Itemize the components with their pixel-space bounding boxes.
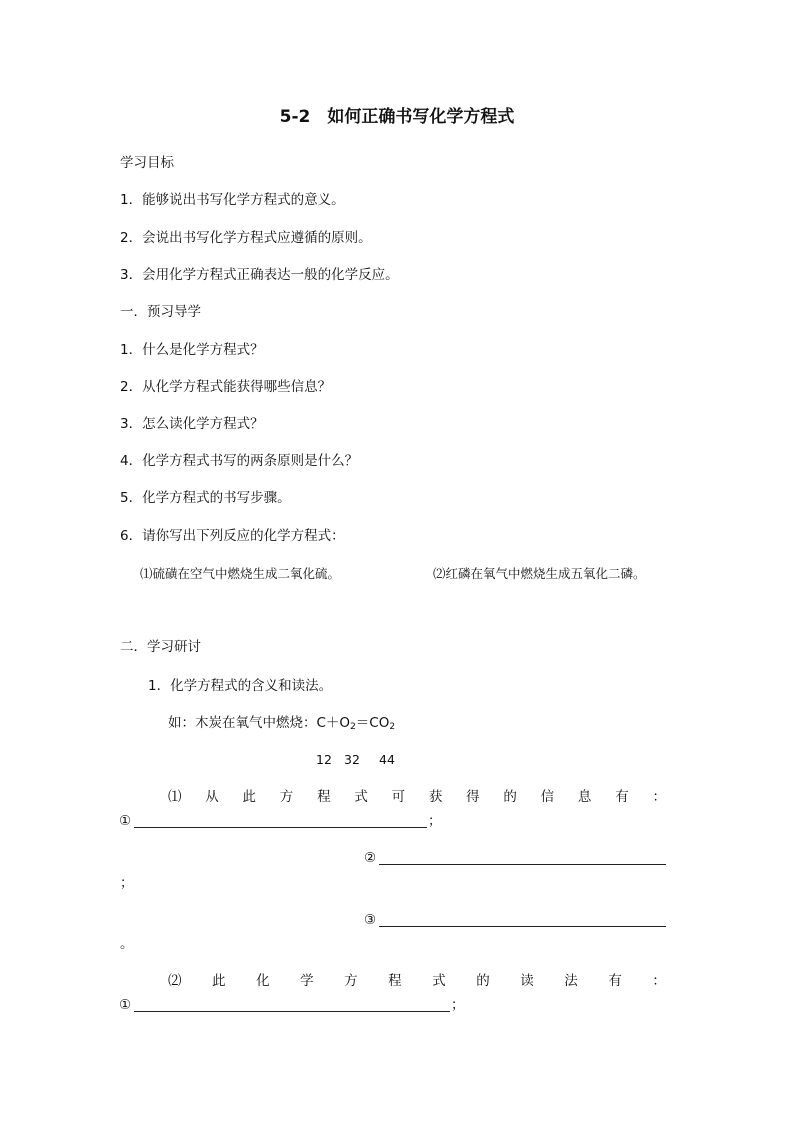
objective-item: 3．会用化学方程式正确表达一般的化学反应。: [120, 267, 399, 283]
preview-item: 1．什么是化学方程式？: [120, 342, 264, 358]
preview-item: 6．请你写出下列反应的化学方程式：: [120, 528, 345, 544]
equation-subscript: 2: [350, 722, 356, 732]
answer-blank-2[interactable]: [379, 864, 666, 865]
preview-heading: 一．预习导学: [120, 304, 201, 320]
answer-marker-2: ②: [364, 850, 377, 866]
equation-mid: ＝CO: [355, 715, 390, 731]
prompt-char: 有: [615, 789, 629, 805]
preview-item: 2．从化学方程式能获得哪些信息？: [120, 379, 332, 395]
prompt-char: 式: [432, 973, 446, 989]
prompt-char: 得: [466, 789, 480, 805]
equation-subscript: 2: [389, 722, 396, 732]
prompt-char: ⑵: [168, 973, 182, 989]
equation-prefix: 如：木炭在氧气中燃烧：C＋O: [168, 715, 351, 731]
prompt-char: 法: [564, 973, 578, 989]
prompt-char: 从: [205, 789, 219, 805]
equation-example: [168, 714, 395, 732]
prompt-char: 获: [428, 789, 443, 805]
period: 。: [120, 936, 134, 952]
mass-44: 44: [379, 752, 395, 767]
reaction-prompt-phosphorus: ⑵红磷在氧气中燃烧生成五氧化二磷。: [433, 566, 646, 581]
prompt-char: 此: [212, 973, 226, 989]
question-reading-prompt: [168, 972, 666, 990]
objective-item: 2．会说出书写化学方程式应遵循的原则。: [120, 230, 372, 246]
mass-32: 32: [344, 752, 360, 767]
preview-item: 5．化学方程式的书写步骤。: [120, 490, 291, 506]
question-info-prompt: [168, 788, 666, 806]
prompt-char: 可: [391, 789, 406, 805]
prompt-char: 学: [300, 973, 314, 989]
prompt-char: 方: [344, 973, 358, 989]
mass-12: 12: [316, 752, 332, 767]
study-item-1: 1．化学方程式的含义和读法。: [148, 678, 333, 694]
prompt-char: ：: [652, 973, 666, 989]
prompt-char: 方: [279, 789, 294, 805]
page-title: 5-2 如何正确书写化学方程式: [279, 107, 515, 127]
semicolon: ；: [428, 813, 442, 829]
answer-blank-reading-1[interactable]: [134, 1011, 450, 1012]
prompt-char: 此: [242, 789, 257, 805]
prompt-char: 息: [577, 789, 592, 805]
prompt-char: ⑴: [168, 789, 182, 805]
study-heading: 二．学习研讨: [120, 639, 201, 655]
answer-marker-1: ①: [119, 997, 132, 1013]
prompt-char: 的: [476, 973, 490, 989]
answer-blank-3[interactable]: [379, 926, 666, 927]
objective-item: 1．能够说出书写化学方程式的意义。: [120, 192, 345, 208]
reaction-prompt-sulfur: ⑴硫磺在空气中燃烧生成二氧化硫。: [140, 566, 341, 581]
prompt-char: ：: [652, 789, 666, 805]
semicolon: ；: [120, 875, 134, 891]
prompt-char: 程: [388, 973, 402, 989]
prompt-char: 的: [503, 789, 517, 805]
prompt-char: 信: [540, 789, 555, 805]
preview-item: 3．怎么读化学方程式？: [120, 416, 264, 432]
answer-marker-3: ③: [364, 912, 377, 928]
prompt-char: 化: [256, 973, 270, 989]
prompt-char: 有: [608, 973, 622, 989]
answer-blank-1[interactable]: [134, 827, 427, 828]
prompt-char: 程: [317, 789, 331, 805]
semicolon: ；: [451, 997, 465, 1013]
prompt-char: 式: [354, 789, 368, 805]
prompt-char: 读: [520, 973, 534, 989]
answer-marker-1: ①: [119, 813, 132, 829]
preview-item: 4．化学方程式书写的两条原则是什么？: [120, 453, 359, 469]
objectives-heading: 学习目标: [120, 155, 174, 171]
